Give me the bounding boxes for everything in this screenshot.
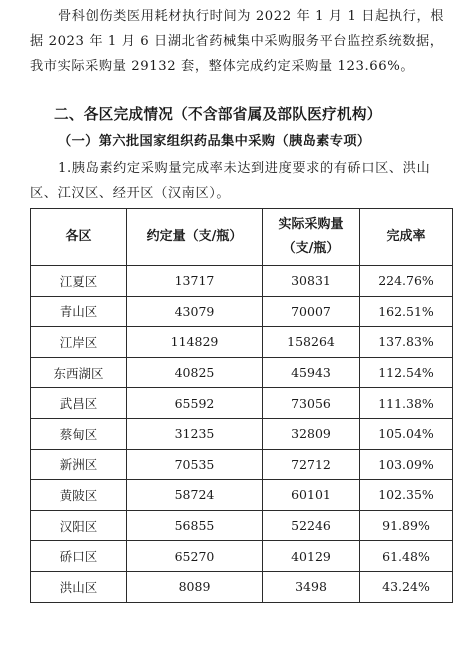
header-agreed-quantity: 约定量（支/瓶） [127,209,263,266]
cell-district: 新洲区 [31,449,127,480]
cell-agreed-quantity: 13717 [127,266,263,297]
table-row [31,327,453,358]
cell-agreed-quantity: 70535 [127,449,263,480]
cell-completion-rate: 111.38% [360,388,453,419]
cell-actual-purchase: 72712 [263,449,360,480]
cell-agreed-quantity: 43079 [127,296,263,327]
cell-completion-rate: 43.24% [360,571,453,602]
cell-actual-purchase: 52246 [263,510,360,541]
cell-agreed-quantity: 31235 [127,418,263,449]
cell-actual-purchase: 73056 [263,388,360,419]
header-actual-line2: （支/瓶） [282,241,340,256]
cell-district: 青山区 [31,296,127,327]
table-body [31,266,453,603]
table-row [31,541,453,572]
table-row [31,449,453,480]
cell-completion-rate: 102.35% [360,480,453,511]
header-completion-rate: 完成率 [360,209,453,266]
cell-actual-purchase: 158264 [263,327,360,358]
cell-actual-purchase: 45943 [263,357,360,388]
cell-district: 黄陂区 [31,480,127,511]
cell-district: 蔡甸区 [31,418,127,449]
cell-completion-rate: 91.89% [360,510,453,541]
table-row [31,388,453,419]
cell-completion-rate: 162.51% [360,296,453,327]
cell-district: 汉阳区 [31,510,127,541]
cell-district: 江岸区 [31,327,127,358]
table-header-row [31,209,453,266]
cell-completion-rate: 105.04% [360,418,453,449]
table-row [31,357,453,388]
cell-actual-purchase: 3498 [263,571,360,602]
table-row [31,571,453,602]
cell-completion-rate: 137.83% [360,327,453,358]
cell-completion-rate: 61.48% [360,541,453,572]
table-row [31,266,453,297]
cell-agreed-quantity: 65270 [127,541,263,572]
table-row [31,296,453,327]
district-completion-table [30,208,453,603]
cell-actual-purchase: 40129 [263,541,360,572]
cell-district: 东西湖区 [31,357,127,388]
header-district: 各区 [31,209,127,266]
cell-agreed-quantity: 8089 [127,571,263,602]
cell-agreed-quantity: 56855 [127,510,263,541]
cell-district: 硚口区 [31,541,127,572]
cell-agreed-quantity: 40825 [127,357,263,388]
subsection-heading: （一）第六批国家组织药品集中采购（胰岛素专项） [58,134,371,149]
section-heading: 二、各区完成情况（不含部省属及部队医疗机构） [54,106,382,123]
table-row [31,418,453,449]
cell-district: 洪山区 [31,571,127,602]
table-row [31,480,453,511]
intro-paragraph: 骨科创伤类医用耗材执行时间为 2022 年 1 月 1 日起执行，根据 2023 年 1 月 6 日湖北省药械集中采购服务平台监控系统数据，我市实际采购量 29132 套，整体完成约定采购量 123.66%。 [30,9,445,74]
table-row [31,510,453,541]
cell-actual-purchase: 60101 [263,480,360,511]
cell-district: 江夏区 [31,266,127,297]
cell-agreed-quantity: 65592 [127,388,263,419]
cell-agreed-quantity: 58724 [127,480,263,511]
cell-agreed-quantity: 114829 [127,327,263,358]
item-paragraph: 1.胰岛素约定采购量完成率未达到进度要求的有硚口区、洪山区、江汉区、经开区（汉南区）。 [30,161,431,201]
cell-actual-purchase: 32809 [263,418,360,449]
cell-district: 武昌区 [31,388,127,419]
cell-completion-rate: 112.54% [360,357,453,388]
header-actual-purchase [263,209,360,266]
cell-actual-purchase: 30831 [263,266,360,297]
cell-completion-rate: 224.76% [360,266,453,297]
cell-actual-purchase: 70007 [263,296,360,327]
cell-completion-rate: 103.09% [360,449,453,480]
header-actual-line1: 实际采购量 [278,217,344,232]
